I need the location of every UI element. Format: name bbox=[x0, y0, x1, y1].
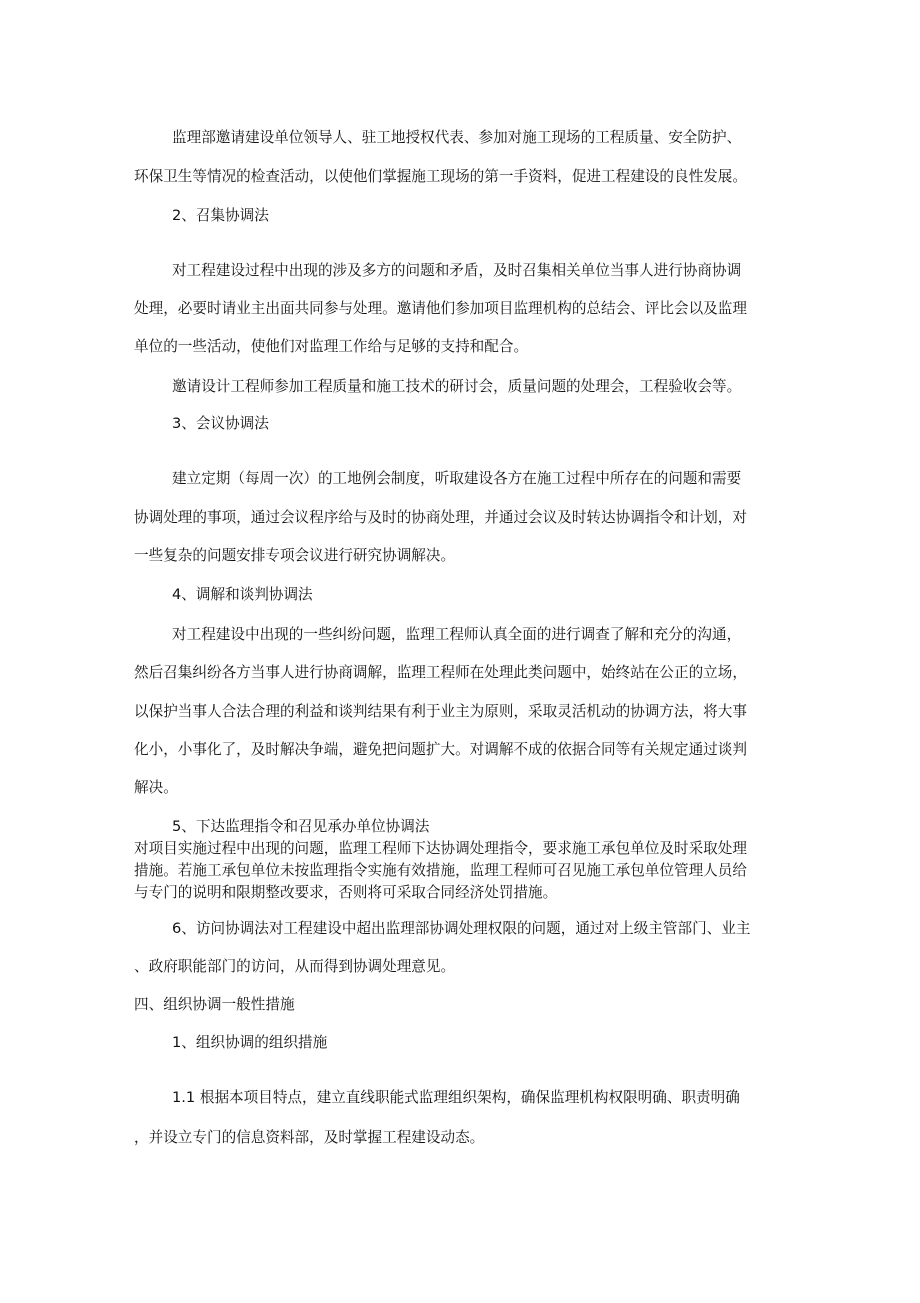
paragraph-line: ，并设立专门的信息资料部，及时掌握工程建设动态。 bbox=[134, 1129, 485, 1146]
paragraph-line: 单位的一些活动，使他们对监理工作给与足够的支持和配合。 bbox=[134, 338, 529, 355]
paragraph-line: 以保护当事人合法合理的利益和谈判结果有利于业主为原则，采取灵活机动的协调方法，将大事 bbox=[134, 703, 747, 720]
paragraph-line: 对项目实施过程中出现的问题，监理工程师下达协调处理指令，要求施工承包单位及时采取处理 bbox=[134, 840, 747, 857]
paragraph-line: 解决。 bbox=[134, 779, 178, 796]
chapter-heading: 四、组织协调一般性措施 bbox=[134, 996, 295, 1013]
section-heading: 5、下达监理指令和召见承办单位协调法 bbox=[172, 818, 430, 835]
paragraph-line: 一些复杂的问题安排专项会议进行研究协调解决。 bbox=[134, 547, 456, 564]
section-heading: 2、召集协调法 bbox=[172, 207, 269, 224]
paragraph-line: 邀请设计工程师参加工程质量和施工技术的研讨会，质量问题的处理会，工程验收会等。 bbox=[172, 378, 742, 395]
paragraph-line: 环保卫生等情况的检查活动，以使他们掌握施工现场的第一手资料，促进工程建设的良性发展。 bbox=[134, 168, 747, 185]
paragraph-line: 建立定期（每周一次）的工地例会制度，听取建设各方在施工过程中所存在的问题和需要 bbox=[172, 470, 742, 487]
paragraph-line: 协调处理的事项，通过会议程序给与及时的协商处理，并通过会议及时转达协调指令和计划，对 bbox=[134, 509, 747, 526]
paragraph-line: 化小，小事化了，及时解决争端，避免把问题扩大。对调解不成的依据合同等有关规定通过谈判 bbox=[134, 741, 747, 758]
paragraph-line: 处理，必要时请业主出面共同参与处理。邀请他们参加项目监理机构的总结会、评比会以及监理 bbox=[134, 300, 747, 317]
paragraph-line: 对工程建设中出现的一些纠纷问题，监理工程师认真全面的进行调查了解和充分的沟通， bbox=[172, 626, 742, 643]
paragraph-line: 措施。若施工承包单位未按监理指令实施有效措施，监理工程师可召见施工承包单位管理人员给 bbox=[134, 862, 747, 879]
paragraph-line: 然后召集纠纷各方当事人进行协商调解，监理工程师在处理此类问题中，始终站在公正的立场， bbox=[134, 664, 747, 681]
section-heading: 1、组织协调的组织措施 bbox=[172, 1034, 328, 1051]
paragraph-line: 1.1 根据本项目特点，建立直线职能式监理组织架构，确保监理机构权限明确、职责明确 bbox=[172, 1089, 740, 1106]
paragraph-line: 监理部邀请建设单位领导人、驻工地授权代表、参加对施工现场的工程质量、安全防护、 bbox=[172, 129, 742, 146]
section-heading: 4、调解和谈判协调法 bbox=[172, 586, 313, 603]
paragraph-line: 对工程建设过程中出现的涉及多方的问题和矛盾，及时召集相关单位当事人进行协商协调 bbox=[172, 262, 742, 279]
paragraph-line: 与专门的说明和限期整改要求，否则将可采取合同经济处罚措施。 bbox=[134, 884, 558, 901]
section-heading: 3、会议协调法 bbox=[172, 415, 269, 432]
paragraph-line: 、政府职能部门的访问，从而得到协调处理意见。 bbox=[134, 958, 456, 975]
section-heading: 6、访问协调法对工程建设中超出监理部协调处理权限的问题，通过对上级主管部门、业主 bbox=[172, 920, 751, 937]
